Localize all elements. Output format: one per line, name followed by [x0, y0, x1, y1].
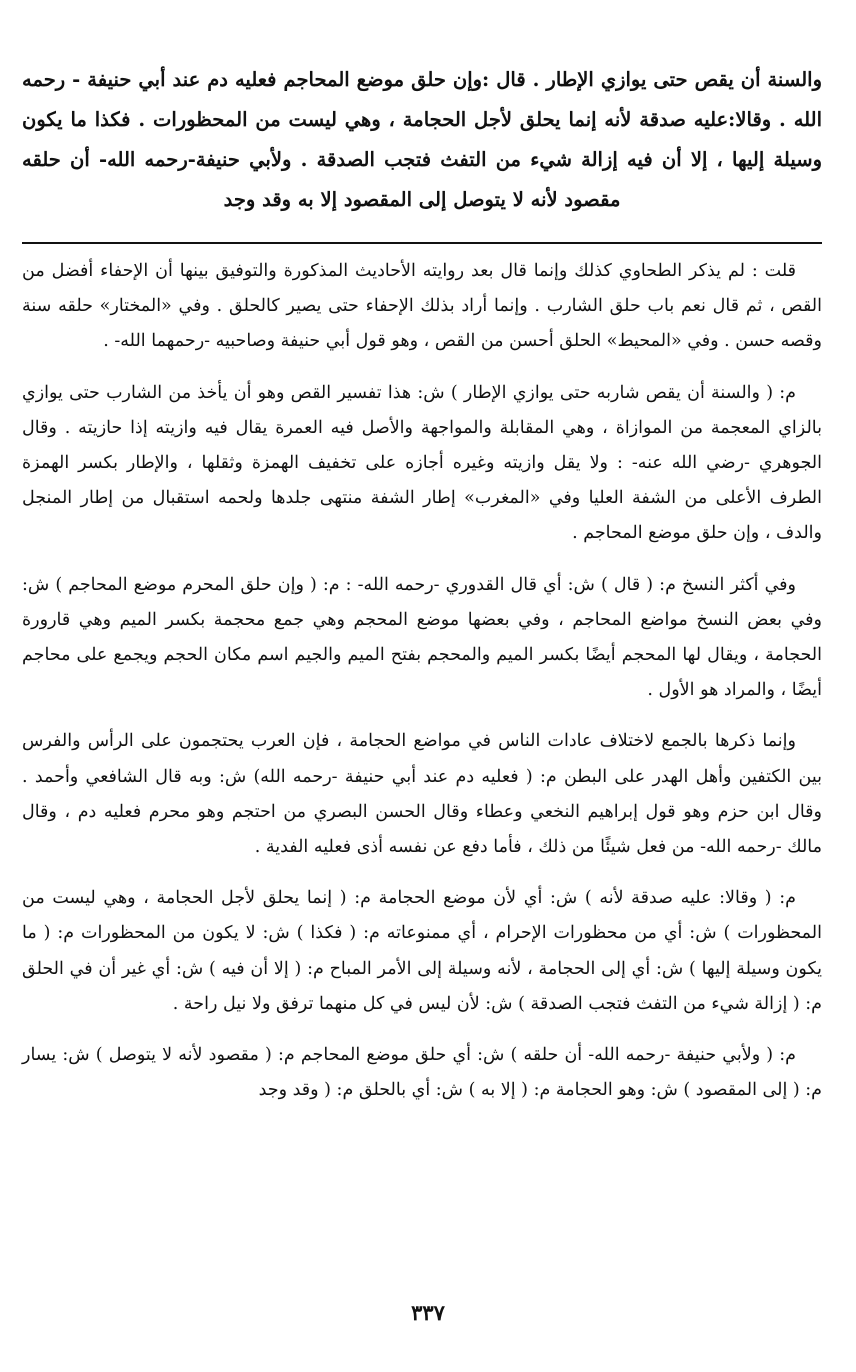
matn-text: والسنة أن يقص حتى يوازي الإطار . قال :وإن حلق موضع المحاجم فعليه دم عند أبي حنيفة - رحمه الله . وقالا:عليه صدقة لأنه إنما يحلق لأجل الحجامة ، وهي ليست من المحظورات . فكذا ما يكون وسيلة إليها ، إلا أن فيه إزالة شيء من التفث فتجب الصدقة . ولأبي حنيفة-رحمه الله- أن حلقه مقصود لأنه لا يتوصل إلى المقصود إلا به وقد وجد — [22, 68, 822, 211]
commentary-paragraph: م: ( وقالا: عليه صدقة لأنه ) ش: أي لأن موضع الحجامة م: ( إنما يحلق لأجل الحجامة ، وهي ليست من المحظورات ) ش: أي من محظورات الإحرام ، أي ممنوعاته م: ( فكذا ) ش: لا يكون من المحظورات م: ( ما يكون وسيلة إليها ) ش: أي إلى الحجامة ، لأنه وسيلة إلى الأمر المباح م: ( إلا أن فيه ) ش: أي غير أن في الحلق م: ( إزالة شيء من التفث فتجب الصدقة ) ش: لأن ليس في كل منهما ترفق ولا نيل راحة . — [22, 888, 822, 1014]
commentary — [22, 254, 822, 1108]
page-number: ٣٣٧ — [411, 1300, 445, 1325]
separator-rule — [22, 242, 822, 244]
commentary-paragraph: وفي أكثر النسخ م: ( قال ) ش: أي قال القدوري -رحمه الله- : م: ( وإن حلق المحرم موضع المحاجم ) ش: وفي بعض النسخ مواضع المحاجم ، وفي بعضها موضع المحجم وهي جمع محجمة بكسر الميم وهي قارورة الحجامة ، ويقال لها المحجم أيضًا بكسر الميم والمحجم بفتح الميم والجيم اسم مكان الحجم ويجمع على محاجم أيضًا ، والمراد هو الأول . — [22, 574, 822, 701]
commentary-paragraph: قلت : لم يذكر الطحاوي كذلك وإنما قال بعد روايته الأحاديث المذكورة والتوفيق بينها أن الإحفاء أفضل من القص ، ثم قال نعم باب حلق الشارب . وإنما أراد بذلك الإحفاء حتى يصير كالحلق . وفي «المختار» حلقه سنة وقصه حسن . وفي «المحيط» الحلق أحسن من القص ، وهو قول أبي حنيفة وصاحبيه -رحمهما الله- . — [22, 261, 822, 352]
commentary-paragraph: م: ( والسنة أن يقص شاربه حتى يوازي الإطار ) ش: هذا تفسير القص وهو أن يأخذ من الشارب حتى يوازي بالزاي المعجمة من الموازاة ، وهي المقابلة والمواجهة والأصل فيه العمرة يقال فيه وازيته إذا حازيته . وقال الجوهري -رضي الله عنه- : ولا يقل وازيته وغيره أجازه على تخفيف الهمزة وثقلها ، والإطار بكسر الهمزة الطرف الأعلى من الشفة العليا وفي «المغرب» إطار الشفة منتهى جلدها ولحمه استقبال من إطار المنجل والدف ، وإن حلق موضع المحاجم . — [22, 382, 822, 544]
commentary-paragraph: وإنما ذكرها بالجمع لاختلاف عادات الناس في مواضع الحجامة ، فإن العرب يحتجمون على الرأس والفرس بين الكتفين وأهل الهدر على البطن م: ( فعليه دم عند أبي حنيفة -رحمه الله) ش: وبه قال الشافعي وأحمد . وقال ابن حزم وهو قول إبراهيم النخعي وعطاء وقال الحسن البصري من احتجم وهو محرم فعليه دم ، وقال مالك -رحمه الله- من فعل شيئًا من ذلك ، فأما دفع عن نفسه أذى فعليه الفدية . — [22, 731, 822, 858]
book-page — [22, 60, 822, 1372]
commentary-paragraph: م: ( ولأبي حنيفة -رحمه الله- أن حلقه ) ش: أي حلق موضع المحاجم م: ( مقصود لأنه لا يتوصل ) ش: يسار م: ( إلى المقصود ) ش: وهو الحجامة م: ( إلا به ) ش: أي بالحلق م: ( وقد وجد — [22, 1045, 822, 1101]
